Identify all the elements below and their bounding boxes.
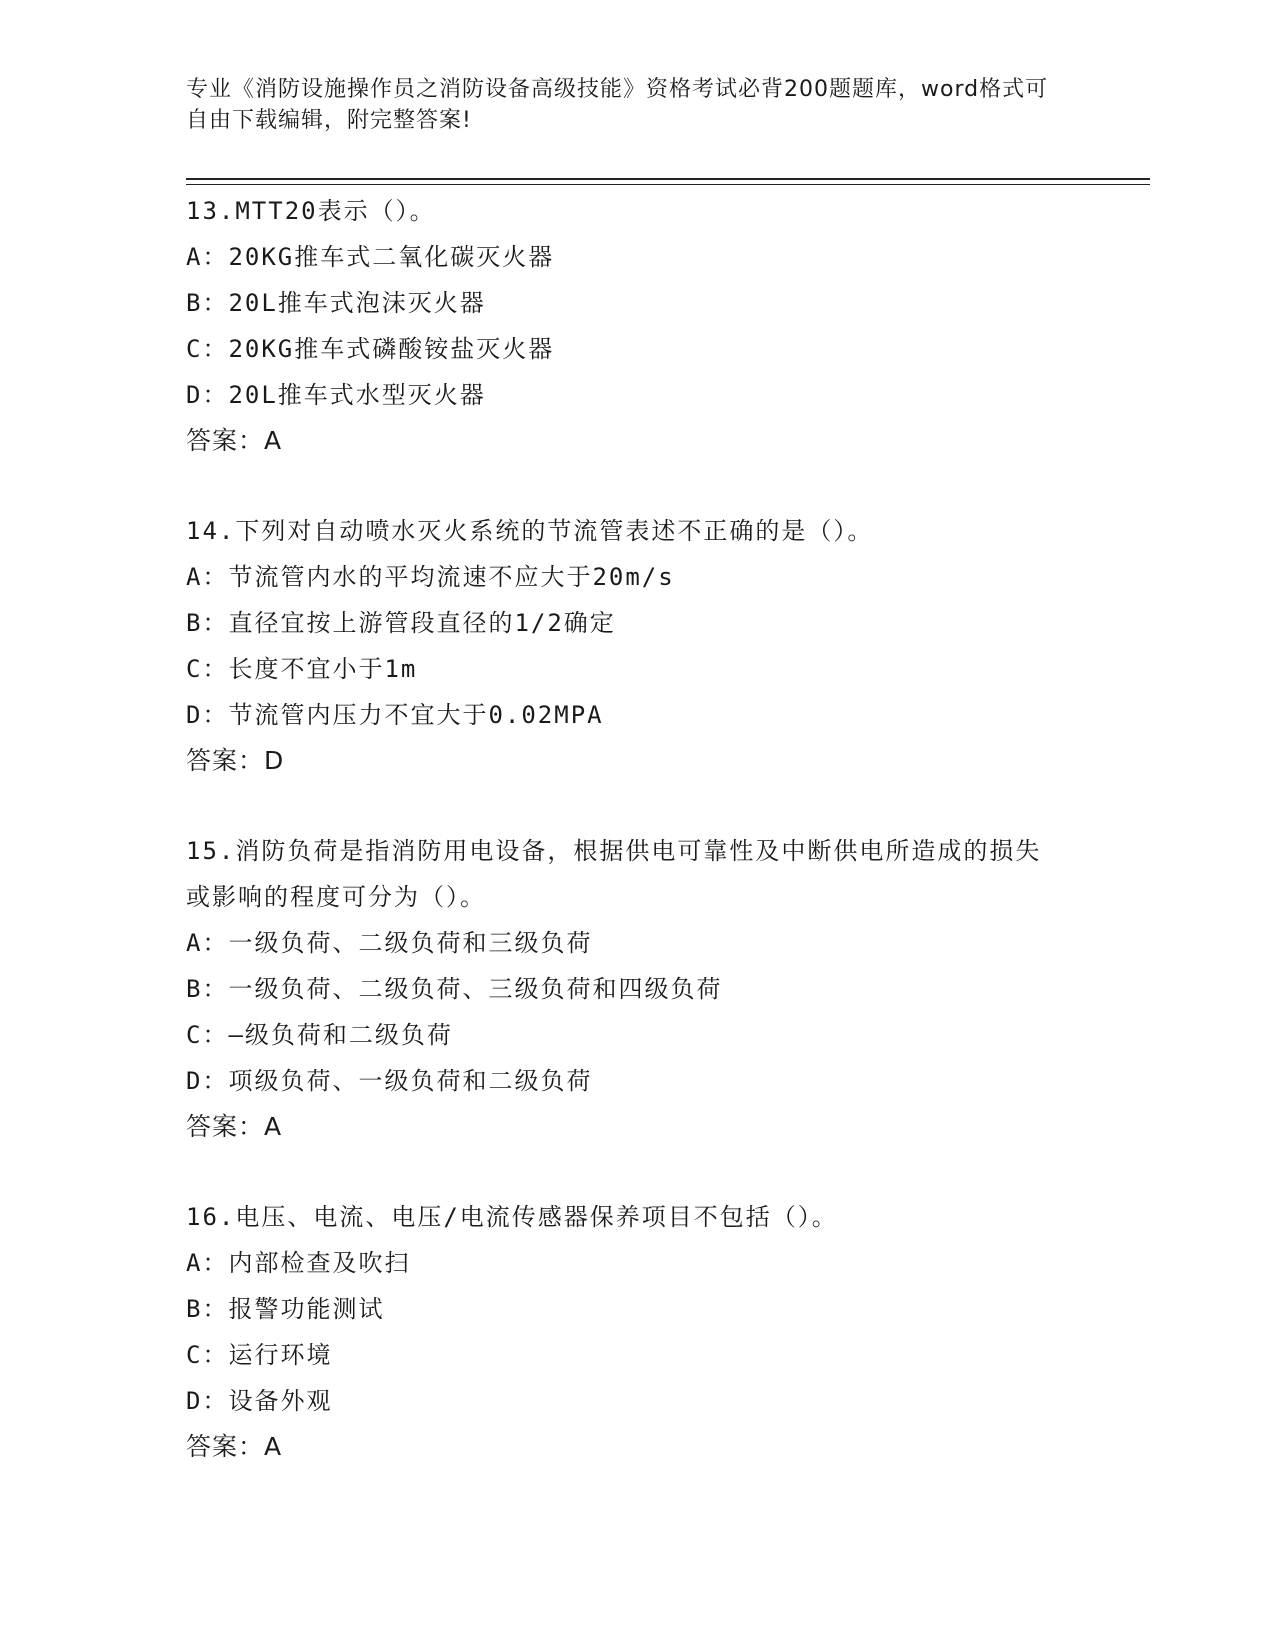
option-d: D：20L推车式水型灭火器 — [186, 381, 486, 409]
answer-line: 答案：D — [186, 746, 285, 775]
option-b: B：报警功能测试 — [186, 1295, 385, 1323]
option-a: A：节流管内水的平均流速不应大于20m/s — [186, 563, 675, 591]
option-c: C：20KG推车式磷酸铵盐灭火器 — [186, 335, 555, 363]
question-stem: 13.MTT20表示（）。 — [186, 197, 436, 225]
option-b: B：20L推车式泡沫灭火器 — [186, 289, 486, 317]
option-b: B：直径宜按上游管段直径的1/2确定 — [186, 609, 616, 637]
document-header — [186, 74, 1066, 136]
option-d: D：项级负荷、一级负荷和二级负荷 — [186, 1067, 593, 1095]
answer-line: 答案：A — [186, 1112, 283, 1141]
question-stem: 15.消防负荷是指消防用电设备，根据供电可靠性及中断供电所造成的损失或影响的程度可分为（）。 — [186, 837, 1042, 911]
header-intro-text: 专业《消防设施操作员之消防设备高级技能》资格考试必背200题题库，word格式可自由下载编辑，附完整答案! — [186, 77, 1049, 133]
question-block-15 — [186, 828, 1086, 1150]
option-a: A：一级负荷、二级负荷和三级负荷 — [186, 929, 593, 957]
question-block-16 — [186, 1194, 1086, 1470]
question-block-13 — [186, 188, 1086, 464]
answer-line: 答案：A — [186, 1432, 283, 1461]
option-d: D：节流管内压力不宜大于0.02MPA — [186, 701, 604, 729]
option-c: C：运行环境 — [186, 1341, 333, 1369]
header-divider-thin — [186, 184, 1150, 185]
option-a: A：内部检查及吹扫 — [186, 1249, 411, 1277]
question-block-14 — [186, 508, 1086, 784]
question-stem: 16.电压、电流、电压/电流传感器保养项目不包括（）。 — [186, 1203, 838, 1231]
header-divider-thick — [186, 178, 1150, 180]
answer-line: 答案：A — [186, 426, 283, 455]
option-d: D：设备外观 — [186, 1387, 333, 1415]
option-c: C：长度不宜小于1m — [186, 655, 418, 683]
option-c: C：—级负荷和二级负荷 — [186, 1021, 453, 1049]
option-b: B：一级负荷、二级负荷、三级负荷和四级负荷 — [186, 975, 723, 1003]
option-a: A：20KG推车式二氧化碳灭火器 — [186, 243, 555, 271]
question-stem: 14.下列对自动喷水灭火系统的节流管表述不正确的是（）。 — [186, 517, 874, 545]
